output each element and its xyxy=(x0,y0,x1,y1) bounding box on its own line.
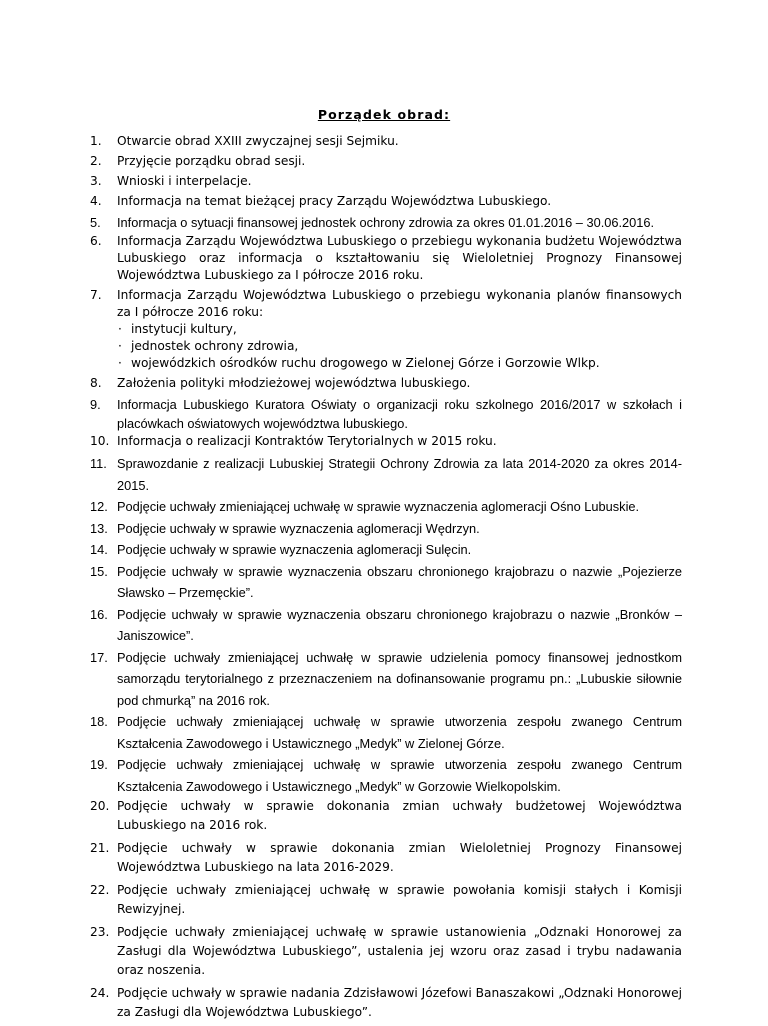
item-number: 10. xyxy=(90,434,110,448)
agenda-list xyxy=(90,133,682,1026)
item-number: 23. xyxy=(90,925,110,939)
item-text: Podjęcie uchwały zmieniającej uchwałę w sprawie utworzenia zespołu zwanego Centrum Kształcenia Zawodowego i Ustawicznego „Medyk” w Gorzowie Wielkopolskim. xyxy=(117,757,682,794)
agenda-item xyxy=(90,213,682,233)
bullet-icon: · xyxy=(118,356,122,370)
item-number: 16. xyxy=(90,606,108,622)
agenda-item xyxy=(90,518,682,540)
item-text: Informacja Zarządu Województwa Lubuskiego o przebiegu wykonania planów finansowych za I półrocze 2016 roku: xyxy=(117,288,682,319)
item-number: 18. xyxy=(90,714,108,729)
item-text: Podjęcie uchwały w sprawie wyznaczenia obszaru chronionego krajobrazu o nazwie „Pojezierze Sławsko – Przemęckie”. xyxy=(117,563,682,600)
bullet-icon: · xyxy=(118,339,122,353)
agenda-item xyxy=(90,604,682,647)
sub-item: · instytucji kultury, xyxy=(118,322,237,336)
agenda-item xyxy=(90,375,682,392)
sub-item: · jednostek ochrony zdrowia, xyxy=(118,339,299,353)
agenda-item xyxy=(90,923,682,980)
agenda-item xyxy=(90,647,682,712)
item-number: 14. xyxy=(90,542,108,557)
item-text: Informacja na temat bieżącej pracy Zarządu Województwa Lubuskiego. xyxy=(117,194,552,208)
item-number: 17. xyxy=(90,649,108,665)
agenda-item xyxy=(90,193,682,210)
item-number: 12. xyxy=(90,499,108,514)
item-text: Podjęcie uchwały zmieniającej uchwałę w sprawie udzielenia pomocy finansowej jednostkom samorządu terytorialnego z przeznaczeniem na dofinansowanie programu pn.: „Lubuskie siłownie pod chmurką” na 2016 rok. xyxy=(117,649,682,708)
agenda-item xyxy=(90,233,682,284)
item-text: Sprawozdanie z realizacji Lubuskiej Strategii Ochrony Zdrowia za lata 2014-2020 za okres 2014-2015. xyxy=(117,456,682,493)
item-text: Informacja o sytuacji finansowej jednostek ochrony zdrowia za okres 01.01.2016 – 30.06.2016. xyxy=(117,215,655,230)
item-number: 4. xyxy=(90,194,102,208)
agenda-item xyxy=(90,984,682,1022)
agenda-item xyxy=(90,153,682,170)
page-title: Porządek obrad: xyxy=(317,107,451,122)
item-text: Podjęcie uchwały w sprawie wyznaczenia aglomeracji Wędrzyn. xyxy=(117,520,480,536)
item-text: Informacja o realizacji Kontraktów Terytorialnych w 2015 roku. xyxy=(117,434,497,448)
item-number: 5. xyxy=(90,215,101,230)
item-number: 1. xyxy=(90,134,102,148)
item-text: Podjęcie uchwały w sprawie dokonania zmian Wieloletniej Prognozy Finansowej Województwa Lubuskiego na lata 2016-2029. xyxy=(117,841,682,874)
item-text: Podjęcie uchwały zmieniającej uchwałę w sprawie utworzenia zespołu zwanego Centrum Kształcenia Zawodowego i Ustawicznego „Medyk” w Zielonej Górze. xyxy=(117,714,682,751)
agenda-item xyxy=(90,839,682,877)
item-text: Podjęcie uchwały w sprawie wyznaczenia obszaru chronionego krajobrazu o nazwie „Bronków – Janiszowice”. xyxy=(117,606,682,643)
agenda-item xyxy=(90,133,682,150)
agenda-item xyxy=(90,453,682,496)
item-number: 13. xyxy=(90,520,108,536)
item-text: Informacja Zarządu Województwa Lubuskiego o przebiegu wykonania budżetu Województwa Lubuskiego oraz informacja o kształtowaniu się Wieloletniej Prognozy Finansowej Województwa Lubuskiego za I półrocze 2016 roku. xyxy=(117,234,682,282)
item-number: 7. xyxy=(90,288,102,302)
agenda-item xyxy=(90,173,682,190)
item-number: 21. xyxy=(90,841,110,855)
sub-item: · wojewódzkich ośrodków ruchu drogowego w Zielonej Górze i Gorzowie Wlkp. xyxy=(118,356,600,370)
agenda-item xyxy=(90,395,682,433)
item-text: Założenia polityki młodzieżowej województwa lubuskiego. xyxy=(117,376,471,390)
agenda-item xyxy=(90,433,682,450)
item-text: Podjęcie uchwały w sprawie dokonania zmian uchwały budżetowej Województwa Lubuskiego na 2016 rok. xyxy=(117,799,682,832)
item-number: 3. xyxy=(90,174,102,188)
item-number: 9. xyxy=(90,397,101,412)
item-number: 19. xyxy=(90,757,108,772)
agenda-item xyxy=(90,711,682,754)
item-number: 15. xyxy=(90,563,108,579)
item-text: Otwarcie obrad XXIII zwyczajnej sesji Sejmiku. xyxy=(117,134,399,148)
item-number: 2. xyxy=(90,154,102,168)
agenda-item xyxy=(90,561,682,604)
item-text: Podjęcie uchwały zmieniającej uchwałę w sprawie ustanowienia „Odznaki Honorowej za Zasługi dla Województwa Lubuskiego”, ustalenia jej wzoru oraz zasad i trybu nadawania oraz noszenia. xyxy=(117,925,682,977)
sub-list xyxy=(117,321,682,372)
bullet-icon: · xyxy=(118,322,122,336)
item-text: Podjęcie uchwały w sprawie wyznaczenia aglomeracji Sulęcin. xyxy=(117,542,472,557)
agenda-item xyxy=(90,754,682,797)
item-text: Wnioski i interpelacje. xyxy=(117,174,252,188)
item-text: Podjęcie uchwały zmieniającej uchwałę w sprawie wyznaczenia aglomeracji Ośno Lubuskie. xyxy=(117,499,640,514)
item-text: Przyjęcie porządku obrad sesji. xyxy=(117,154,306,168)
agenda-item xyxy=(90,881,682,919)
agenda-item xyxy=(90,539,682,561)
item-number: 20. xyxy=(90,799,110,813)
item-number: 11. xyxy=(90,456,107,471)
item-number: 24. xyxy=(90,986,110,1000)
item-text: Informacja Lubuskiego Kuratora Oświaty o organizacji roku szkolnego 2016/2017 w szkołach i placówkach oświatowych województwa lubuskiego. xyxy=(117,397,682,431)
agenda-item xyxy=(90,797,682,835)
item-text: Podjęcie uchwały w sprawie nadania Zdzisławowi Józefowi Banaszakowi „Odznaki Honorowej za Zasługi dla Województwa Lubuskiego”. xyxy=(117,986,682,1019)
item-text: Podjęcie uchwały zmieniającej uchwałę w sprawie powołania komisji stałych i Komisji Rewizyjnej. xyxy=(117,883,682,916)
agenda-item xyxy=(90,287,682,372)
item-number: 22. xyxy=(90,883,110,897)
item-number: 6. xyxy=(90,234,102,248)
agenda-item xyxy=(90,496,682,518)
item-number: 8. xyxy=(90,376,102,390)
